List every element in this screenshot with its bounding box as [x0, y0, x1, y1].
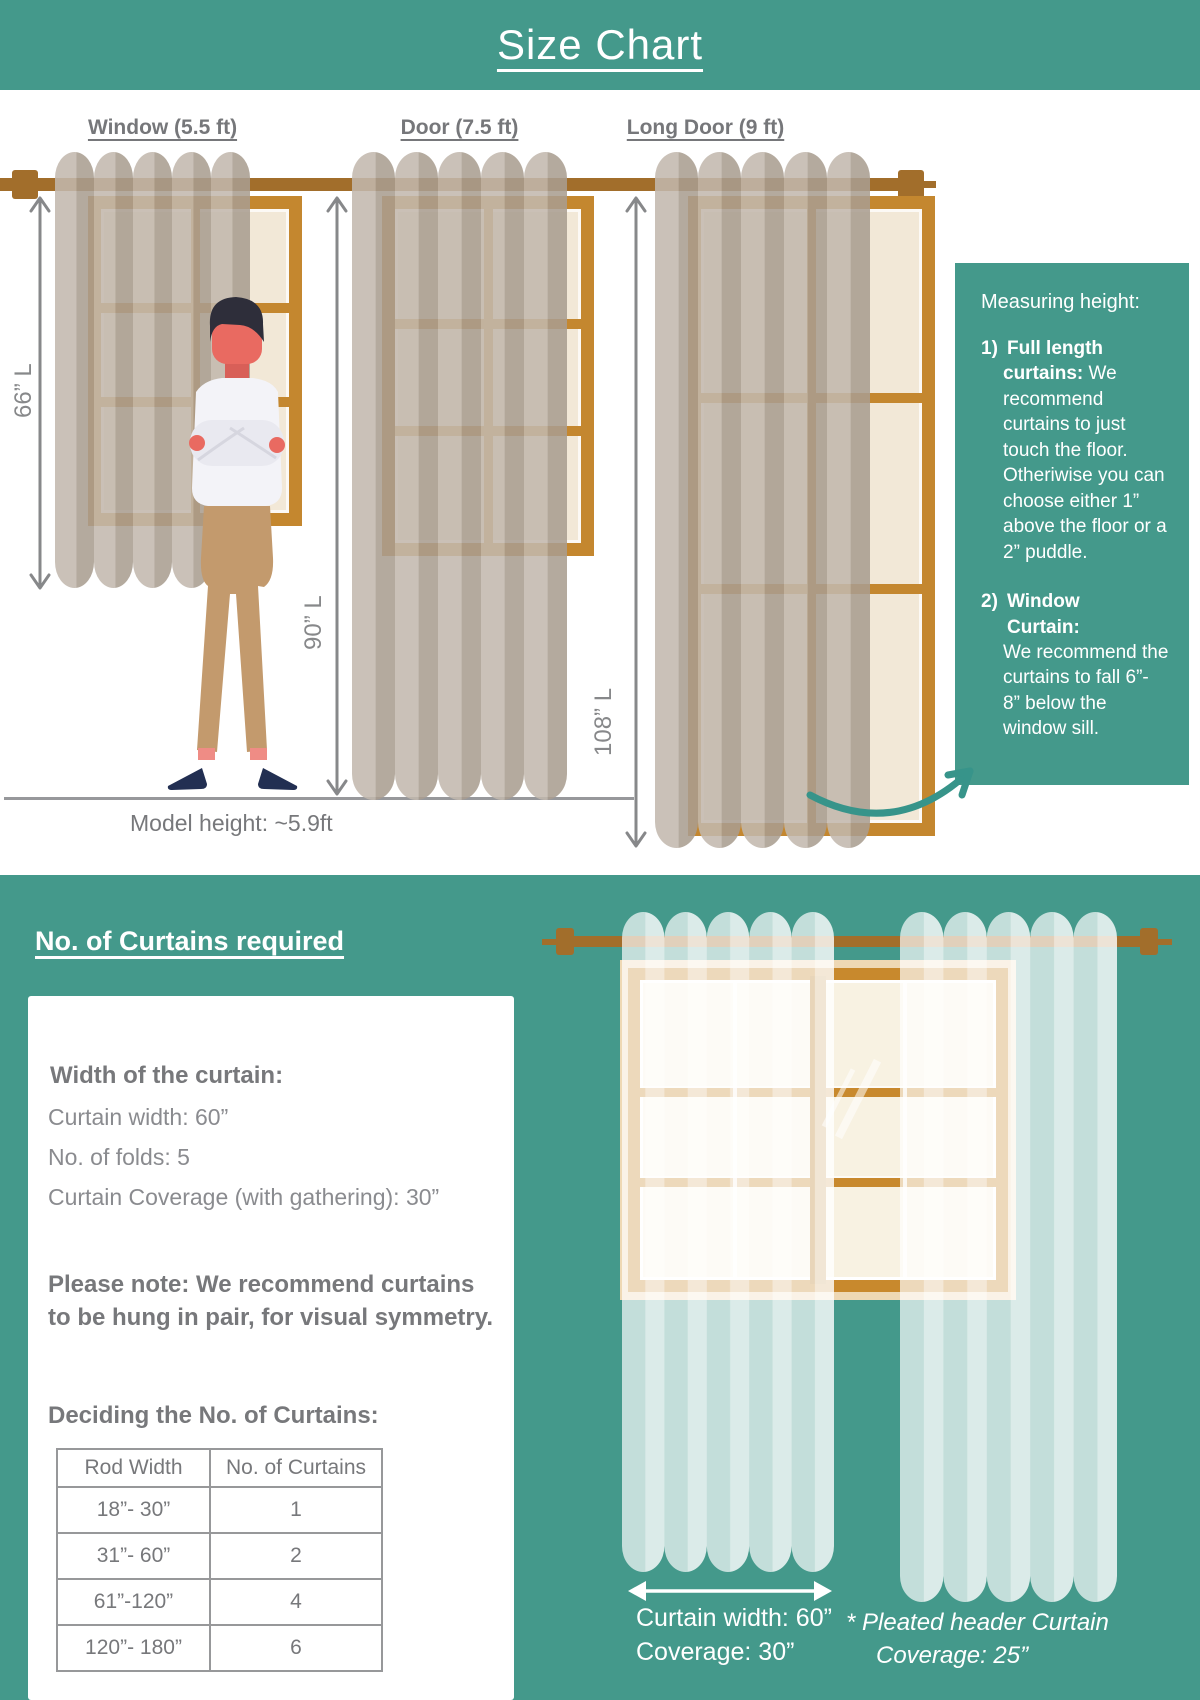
rod2-finial-right	[1140, 928, 1158, 955]
section-heading: No. of Curtains required	[35, 926, 345, 956]
pleated-note-line2: Coverage: 25”	[876, 1642, 1029, 1670]
cell-rod-width: 61”-120”	[57, 1579, 210, 1625]
info-item-2-number: 2)	[981, 591, 998, 613]
curtain-width-line2: Coverage: 30”	[636, 1637, 795, 1666]
cell-rod-width: 120”- 180”	[57, 1625, 210, 1671]
pair-note: Please note: We recommend curtains to be hung in pair, for visual symmetry.	[48, 1271, 493, 1332]
table-row	[57, 1625, 382, 1671]
width-arrow	[626, 1578, 834, 1604]
cell-rod-width: 18”- 30”	[57, 1487, 210, 1533]
table-row	[57, 1579, 382, 1625]
spec-coverage: Curtain Coverage (with gathering): 30”	[48, 1184, 440, 1210]
table-header-row	[57, 1449, 382, 1487]
info-box-title: Measuring height:	[981, 291, 1140, 313]
rod2-finial-left	[556, 928, 574, 955]
sheer-curtain-right	[900, 912, 1117, 1602]
curtain-count-card	[28, 996, 514, 1700]
length-label-108: 108” L	[590, 687, 617, 756]
rod-finial-right	[898, 170, 924, 199]
model-hand	[269, 437, 285, 453]
length-label-66: 66” L	[10, 363, 37, 418]
info-item-1-bold: Full length curtains:	[1003, 338, 1104, 385]
width-title: Width of the curtain:	[50, 1062, 284, 1089]
header-band	[0, 0, 1200, 90]
model-sock	[250, 748, 267, 760]
glass-shine	[836, 1056, 896, 1166]
table-title: Deciding the No. of Curtains:	[48, 1402, 379, 1429]
cell-curtains: 4	[210, 1579, 382, 1625]
model-shoe	[258, 768, 297, 790]
model-hand	[189, 435, 205, 451]
model-pants	[197, 506, 273, 752]
pleated-note	[846, 1606, 1109, 1672]
cell-curtains: 2	[210, 1533, 382, 1579]
table-header-0: Rod Width	[57, 1449, 210, 1487]
spec-folds: No. of folds: 5	[48, 1144, 190, 1170]
info-item-1-number: 1)	[981, 338, 998, 359]
curved-arrow	[798, 735, 998, 845]
curtain-width-label	[636, 1602, 832, 1669]
info-item-full-length	[981, 336, 1169, 565]
table-header-1: No. of Curtains	[210, 1449, 382, 1487]
height-arrow-90	[324, 194, 350, 798]
table-row	[57, 1487, 382, 1533]
table-body	[57, 1487, 382, 1671]
rod-end-stub	[924, 181, 936, 188]
info-item-1-text: We recommend curtains to just touch the floor. Otheriwise you can choose either 1” above the floor or a 2” puddle.	[1003, 363, 1167, 563]
cell-curtains: 1	[210, 1487, 382, 1533]
curtains-table	[56, 1448, 383, 1672]
measuring-info-box	[955, 263, 1189, 785]
curtain-door	[352, 152, 567, 800]
rod2-stub-left	[542, 939, 556, 945]
sheer-curtain-left	[622, 912, 834, 1572]
cell-curtains: 6	[210, 1625, 382, 1671]
table-row	[57, 1533, 382, 1579]
column-label-long-door: Long Door (9 ft)	[626, 116, 785, 139]
cell-rod-width: 31”- 60”	[57, 1533, 210, 1579]
info-item-window-curtain	[981, 589, 1169, 742]
pleated-note-line1: * Pleated header Curtain	[846, 1609, 1109, 1636]
column-label-door: Door (7.5 ft)	[400, 116, 519, 139]
spec-curtain-width: Curtain width: 60”	[48, 1104, 229, 1130]
height-arrow-108	[623, 194, 649, 850]
curtain-width-line1: Curtain width: 60”	[636, 1604, 832, 1632]
info-item-2-text: We recommend the curtains to fall 6”- 8” below the window sill.	[1003, 641, 1169, 740]
length-label-90: 90” L	[300, 595, 327, 650]
model-illustration	[160, 294, 305, 800]
model-sock	[198, 748, 215, 760]
page-title: Size Chart	[496, 21, 704, 68]
model-height-caption: Model height: ~5.9ft	[130, 810, 333, 836]
rod2-stub-right	[1158, 939, 1172, 945]
info-item-2-bold: Window Curtain:	[1007, 591, 1080, 638]
model-shoe	[168, 768, 207, 790]
column-label-window: Window (5.5 ft)	[87, 116, 238, 139]
